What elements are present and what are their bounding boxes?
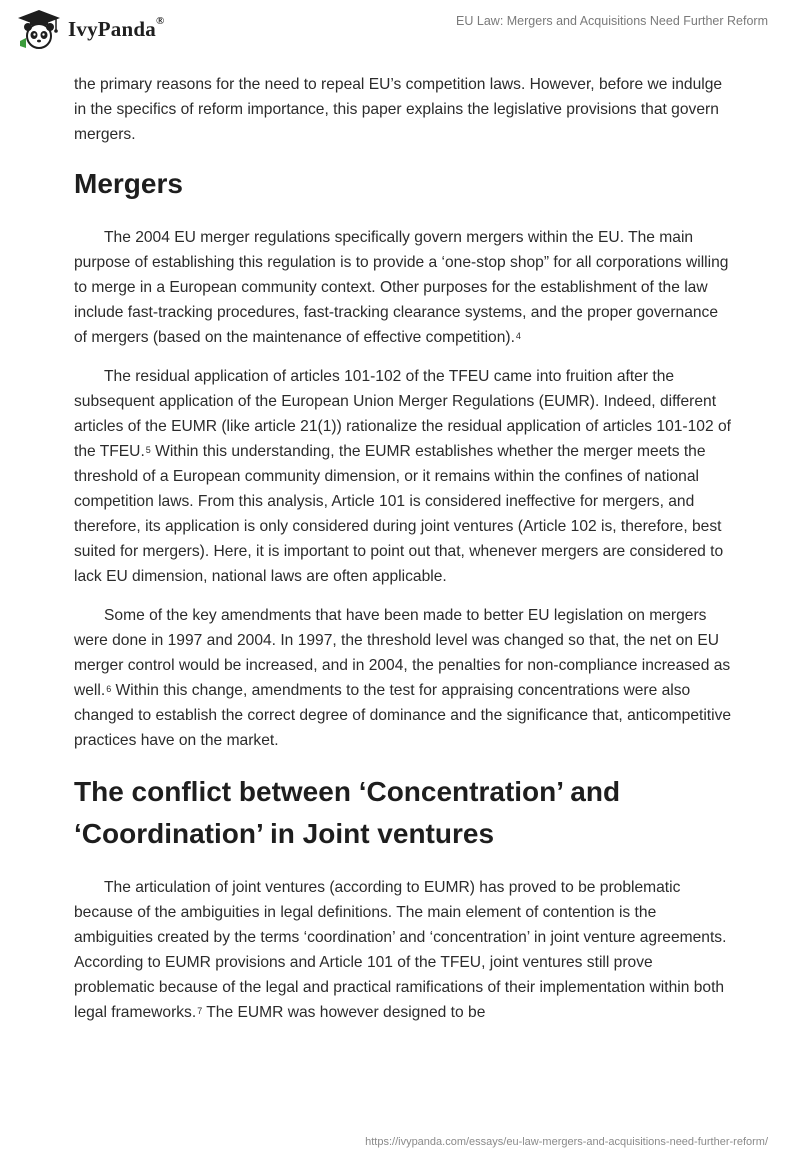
section-heading-conflict: The conflict between ‘Concentration’ and ‘Coordination’ in Joint ventures — [74, 776, 621, 849]
section-heading-mergers: Mergers — [74, 168, 183, 199]
page-header — [0, 0, 800, 70]
footnote-ref[interactable]: 4 — [515, 331, 521, 341]
running-title: EU Law: Mergers and Acquisitions Need Further Reform — [456, 14, 768, 28]
paragraph: The articulation of joint ventures (according to EUMR) has proved to be problematic because of the ambiguities in legal definitions. The main element of contention is the ambiguities created by the terms ‘coordination’ and ‘concentration’ in joint venture agreements. According to EUMR provisions and Article 101 of the TFEU, joint ventures still prove problematic because of the legal and practical ramifications of their implementation within both legal frameworks.$^7$ The EUMR was however designed to be — [74, 879, 727, 1021]
paragraph: The residual application of articles 101-102 of the TFEU came into fruition after the subsequent application of the European Union Merger Regulations (EUMR). Indeed, different articles of the EUMR (like article 21(1)) rationalize the residual application of articles 101-102 of the TFEU.$^5$ Within this understanding, the EUMR establishes whether the merger meets the threshold of a European community dimension, or it remains within the confines of national competition laws. From this analysis, Article 101 is considered ineffective for mergers, and therefore, its application is only considered during joint ventures (Article 102 is, therefore, best suited for mergers). Here, it is important to point out that, whenever mergers are considered to lack EU dimension, national laws are often applicable. — [74, 368, 731, 585]
footer-url[interactable]: https://ivypanda.com/essays/eu-law-mergers-and-acquisitions-need-further-reform/ — [365, 1136, 768, 1148]
logo-wordmark: IvyPanda® — [68, 14, 165, 41]
footnote-ref[interactable]: 6 — [106, 684, 112, 694]
paragraph: Some of the key amendments that have been made to better EU legislation on mergers were done in 1997 and 2004. In 1997, the threshold level was changed so that, the net on EU merger control would be increased, and in 2004, the penalties for non-compliance increased as well.$^6$ Within this change, amendments to the test for appraising concentrations were also changed to establish the correct degree of dominance and the significance that, anticompetitive practices have on the market. — [74, 607, 732, 749]
ivypanda-logo[interactable] — [16, 8, 164, 50]
intro-paragraph: the primary reasons for the need to repeal EU’s competition laws. However, before we indulge in the specifics of reform importance, this paper explains the legislative provisions that govern mergers. — [74, 76, 723, 143]
registered-mark: ® — [155, 14, 165, 27]
panda-graduate-icon — [16, 8, 62, 50]
footnote-ref[interactable]: 5 — [145, 445, 151, 455]
paragraph: The 2004 EU merger regulations specifically govern mergers within the EU. The main purpose of establishing this regulation is to provide a ‘one-stop shop” for all corporations willing to merge in a European community context. Other purposes for the establishment of the law include fast-tracking procedures, fast-tracking clearance systems, and the proper governance of mergers (based on the maintenance of effective competition).$^4$ — [74, 229, 729, 346]
essay-body — [74, 72, 734, 1039]
footnote-ref[interactable]: 7 — [197, 1006, 203, 1016]
